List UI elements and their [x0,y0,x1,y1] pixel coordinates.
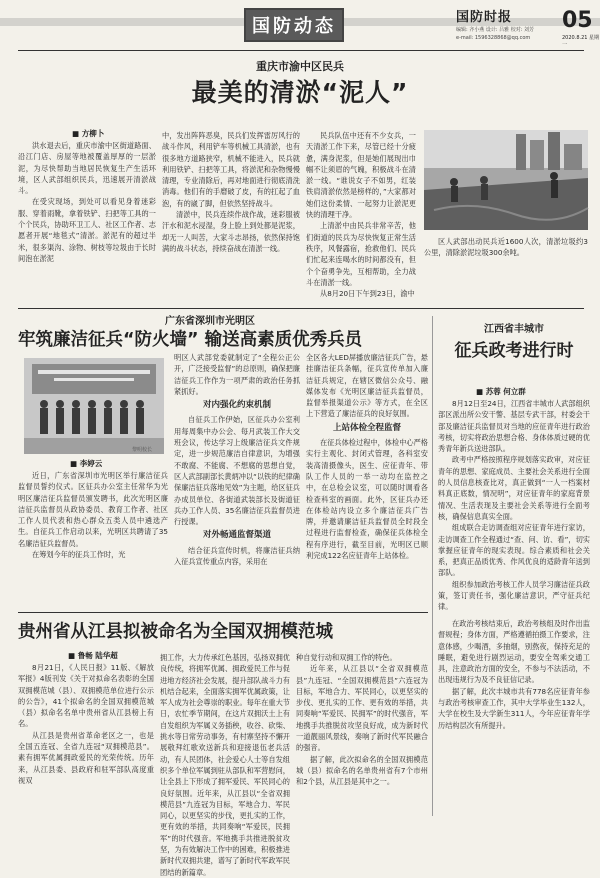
article1-kicker: 重庆市渝中区民兵 [256,60,344,73]
paper-name: 国防时报 [456,10,513,25]
article2-kicker: 广东省深圳市光明区 [165,316,255,327]
date-text: 2020.8.21 [562,35,588,41]
article1-author: ■ 方柳卜 [72,129,105,138]
section-title: 国防动态 [252,16,336,37]
paragraph: 从8月20日下午到23日，渝中 [320,289,415,299]
email-line: e-mail: 1596328868@qq.com [456,35,531,41]
paragraph: 拥工作，大力传承红色基因，弘扬双拥优良传统，将拥军优属、拥政爱民工作与促进地方经济社会发展，提升部队战斗力有机结合起来，全面落实拥军优属政策，让军人成为社会尊崇的职业。每年在重大节日，农忙季节期间，在这片双拥沃土上有自发组织为军属义务插秧，收谷、砍柴、挑水等日常劳动事务，有村寨坚持不懈开展敬拜红歌欢送新兵和迎接退伍老兵活动，有人民团体，社会爱心人士等自发组织多个单位军属到驻从部队和军营慰问，让全县上下形成了拥军爱民、军民同心的良好氛围。近年来，从江县以“全省双拥模范县”九连冠为目标，军地合力、军民同心，以更坚实的步伐，更扎实的工作，更有效的举措，共同奏响“军爱民，民拥军”的时代强音。军地携手共推进脱贫攻坚，为有效解决工作中的困难，积极推进新时代双拥共建，谱写了新时代军政军民团结的新篇章。 [160,653,290,877]
article1-col2 [162,130,300,304]
paragraph: 结合征兵宣传时机，将廉洁征兵纳入征兵宣传重点内容，采用在 [174,545,300,567]
article2-rule [18,612,428,613]
ceremony-photo-icon [24,358,164,454]
day-text: 星期一 [562,35,600,48]
article2-photo [24,358,164,454]
paragraph: 在受灾现场，到处可以看见身着迷彩服、穿着雨靴，拿着铁铲、扫把等工具的一个个民兵，协助环卫工人、社区工作者、志愿者开展“地毯式”清淤。淤泥有的超过半米，很多渠沟、涂物、树枝等垃圾由于长时间泡在淤泥 [18,197,156,263]
paragraph: 洪水退去后，重庆市渝中区街道路面、沿江门店、房屋等地被覆盖厚厚的一层淤泥，为尽快帮助当地居民恢复生产生活环境，区人武部组织民兵，迅速展开清淤战斗。 [18,141,156,196]
paragraph: 全区各大LED屏播放廉洁征兵广告，悬挂廉洁征兵条幅，征兵宣传单加入廉洁征兵规定，在辖区微信公众号、融媒体发布《光明区廉洁征兵监督员，监督举报渠道公示》等方式，在全区上下营造了廉洁征兵的良好氛围。 [306,353,428,419]
paragraph: 上清淤中由民兵非常辛苦，他们街道的民兵为尽快恢复正常生活秩序，风餐露宿，抢救他们、民兵们忙起来连喝水的时间都没有，但个个奋勇争先，互相帮助，全力战斗在清淤一线。 [306,221,416,287]
article4-title: 贵州省从江县拟被命名为全国双拥模范城 [18,622,333,642]
article3-kicker: 江西省丰城市 [484,324,544,335]
article2-title: 牢筑廉洁征兵“防火墙” 输送高素质优秀兵员 [18,330,363,350]
paragraph: 组织参加政治考核工作人员学习廉洁征兵政策，签订责任书，强化廉洁意识，严守征兵纪律。 [438,579,590,612]
paragraph: 近日，广东省深圳市光明区举行廉洁征兵监督员誓约仪式。区征兵办公室主任常华为光明区廉洁征兵监督员颁发聘书，此次光明区廉洁征兵监督员从政协委员、教育工作者、社区工作人员代表和热心群众五类人员中遴选产生。自征兵工作启动以来，光明区共聘请了35名廉洁征兵监督员。 [18,471,168,548]
paragraph: 组成联合走访调查组对应征青年进行家访，走访调查工作全程通过“查、问、访、看”，切实掌握应征青年的现实表现。综合素质和社会关系，把真正品质优秀、作风优良的适龄青年送到部队。 [438,523,590,578]
subheading-inspection: 上站体检全程监督 [332,422,401,433]
page-number: 05 [562,8,593,33]
paragraph: 政考中严格按照程序规划落实政审，对应征青年的思想、家庭成员、主要社会关系进行全面的人员信息核查比对，真正做到“一人一档案材料真正底数，情况明”，对应征青年的家庭背景情况、生活表现及主要社会关系等进行全面考核，确保信息真实全面。 [438,455,590,521]
paragraph: 种自觉行动和双拥工作的特色。 [296,653,397,662]
article1-rule [18,308,584,309]
caption-text: 区人武部出动民兵近1600人次，清淤垃圾约3公里，清除淤泥垃圾300余吨。 [424,237,588,258]
article4-col1 [18,662,154,820]
article2-col3 [306,352,428,602]
paragraph: 从江县是贵州省革命老区之一，也是全国五连冠、全省九连冠“双拥模范县”。素有拥军优属拥政爱民的光荣传统。历年来，从江县委、县政府和驻军部队高度重视双 [18,730,154,785]
paragraph: 在政治考核结束后，政治考核组及时作出监督规程；身体方面，严格遵循拍摄工作要求，注意体感，少喝酒，多抽烟，别熬夜，保持充足的睡眠，避免进行剧烈运动，要安全驾乘交通工具，注意政治方面的安全，不参与不法活动，不出现违规行为及不良征信记录。 [438,619,590,685]
article1-title: 最美的清淤“泥人” [191,78,409,107]
paragraph: 近年来，从江县以“全省双拥模范县”九连冠、“全国双拥模范县”六连冠为目标，军地合力、军民同心，以更坚实的步伐、更扎实的工作、更有效的举措，共同奏响“军爱民、民拥军”的时代强音，军地携手共推脱贫攻坚良好成，成为新时代一道靓丽风景线，奏响了新时代军民融合的强音。 [296,664,428,753]
article1-col3 [306,130,416,304]
article3-author: ■ 苏蓉 何立群 [476,387,526,396]
article2-author: ■ 李婷云 [70,459,103,468]
paragraph: 清淤中，民兵连续作战作战，迷彩服被汗水和泥水浸湿，身上脸上到处都是泥浆，却无一人叫苦，大家斗志昂扬，依然保持饱满的战斗状态，持续奋战在清淤一线。 [162,210,300,253]
article2-col2 [174,352,300,602]
article1-caption [424,236,588,292]
paragraph: 据了解，此次丰城市共有778名应征青年参与政治考核审查工作，其中大学毕业生132人，大学在校生及大学新生311人，今年应征青年学历结构层次有所提升。 [438,686,590,730]
article4-author: ■ 鲁畅 陆华超 [68,651,118,660]
paragraph: 民兵队伍中还有不少女兵，一天清淤工作下来，尽管已经十分疲惫，满身泥浆，但是她们展现出巾帼不让须眉的气魄，积极战斗在清淤一线。“谁说女子不如男，红装铁肩清淤依然是榜样的，”大家都对她们这份柔情、一起努力让淤泥更快的清理干净。 [306,131,416,220]
article3-body [438,398,590,616]
article3-title: 征兵政考进行时 [454,341,574,361]
paragraph: 据了解，此次拟命名的全国双拥模范城（县）拟命名的名单贵州省有7个市州和2个县，从江县是其中之一。 [296,754,428,787]
article1-col1 [18,140,156,304]
article1-photo [424,130,588,230]
page-header [0,0,600,50]
paragraph: 8月21日，《人民日报》11版、《解放军报》4版刊发《关于对拟命名表彰的全国双拥模范城（县）、双拥模范单位进行公示的公告》，41个拟命名的全国双拥模范城（县）拟命名名单中贵州省从江县榜上有名。 [18,663,154,729]
column-divider [432,316,433,816]
issue-date [562,34,600,48]
article2-col1 [18,470,168,602]
paragraph: 明区人武部党委就制定了“全程公正公开，广泛接受监督”的总原则，确保把廉洁征兵工作作为一项严肃的政治任务抓紧抓好。 [174,353,300,396]
flood-cleanup-photo-icon [424,130,588,230]
editor-line: 编辑: 齐小燕 设计: 吕雅 校对: 刘芳 [456,27,535,33]
article3-col-continued [438,618,590,820]
paragraph: 自征兵工作伊始，区征兵办公室利用每周集中办公会、每月武装工作大交班会议，传达学习上级廉洁征兵文件规定，进一步规范廉洁自律意识，为增强不敢腐、不能腐、不想腐的思想自觉，区人武部副部长黄炳冲以“以铁的纪律确保廉洁征兵落地见效”为主题，给区征兵办成员单位、各街道武装部长及街道征兵办工作人员、35名廉洁征兵监督员进行授课。 [174,415,300,527]
article4-col2 [160,652,290,877]
article4-col3 [296,652,428,820]
paragraph: 在征兵体检过程中，体检中心严格实行主观化、封闭式管理，各科室安装高清摄像头，医生、应征青年、带队工作人员的一举一动均在监控之中，在总检会议室，可以随时调看各检查科室的画面。此外，区征兵办还在体检站内设立多个廉洁征兵广告牌，并邀请廉洁征兵监督员全时段全过程进行监督检查，确保征兵体检全程有序进行，截至目前，光明区已顺利完成122名应征青年上站体检。 [306,438,428,561]
header-rule [18,50,584,51]
paragraph: 8月12日至24日，江西省丰城市人武部组织部区派出所公安干警、基层专武干部，村委会干部及廉洁征兵监督员对当地的应征青年进行政治考核，切实将政治思想合格、身体体质过硬的优秀青年新兵送进部队。 [438,399,590,454]
section-banner [244,8,344,42]
paragraph: 在筹划今年的征兵工作时，光 [32,550,126,560]
subheading-external: 对外畅通监督渠道 [202,530,271,541]
article2-photo-caption: 黎明校长 [132,447,153,453]
subheading-internal: 对内强化约束机制 [202,400,271,411]
paragraph: 中，发出阵阵恶臭，民兵们发挥雷厉风行的战斗作风，利用铲车等机械工具清淤，也有很多地方道路狭窄，机械不能进入，民兵就利用铁铲、扫把等工具，将淤泥和杂物慢慢清理，专业清除后，再对地面进行彻底清洗消毒。他们有的手磨破了皮，有的扛起了血泡，有的崴了脚，但依然坚持战斗。 [162,131,300,208]
